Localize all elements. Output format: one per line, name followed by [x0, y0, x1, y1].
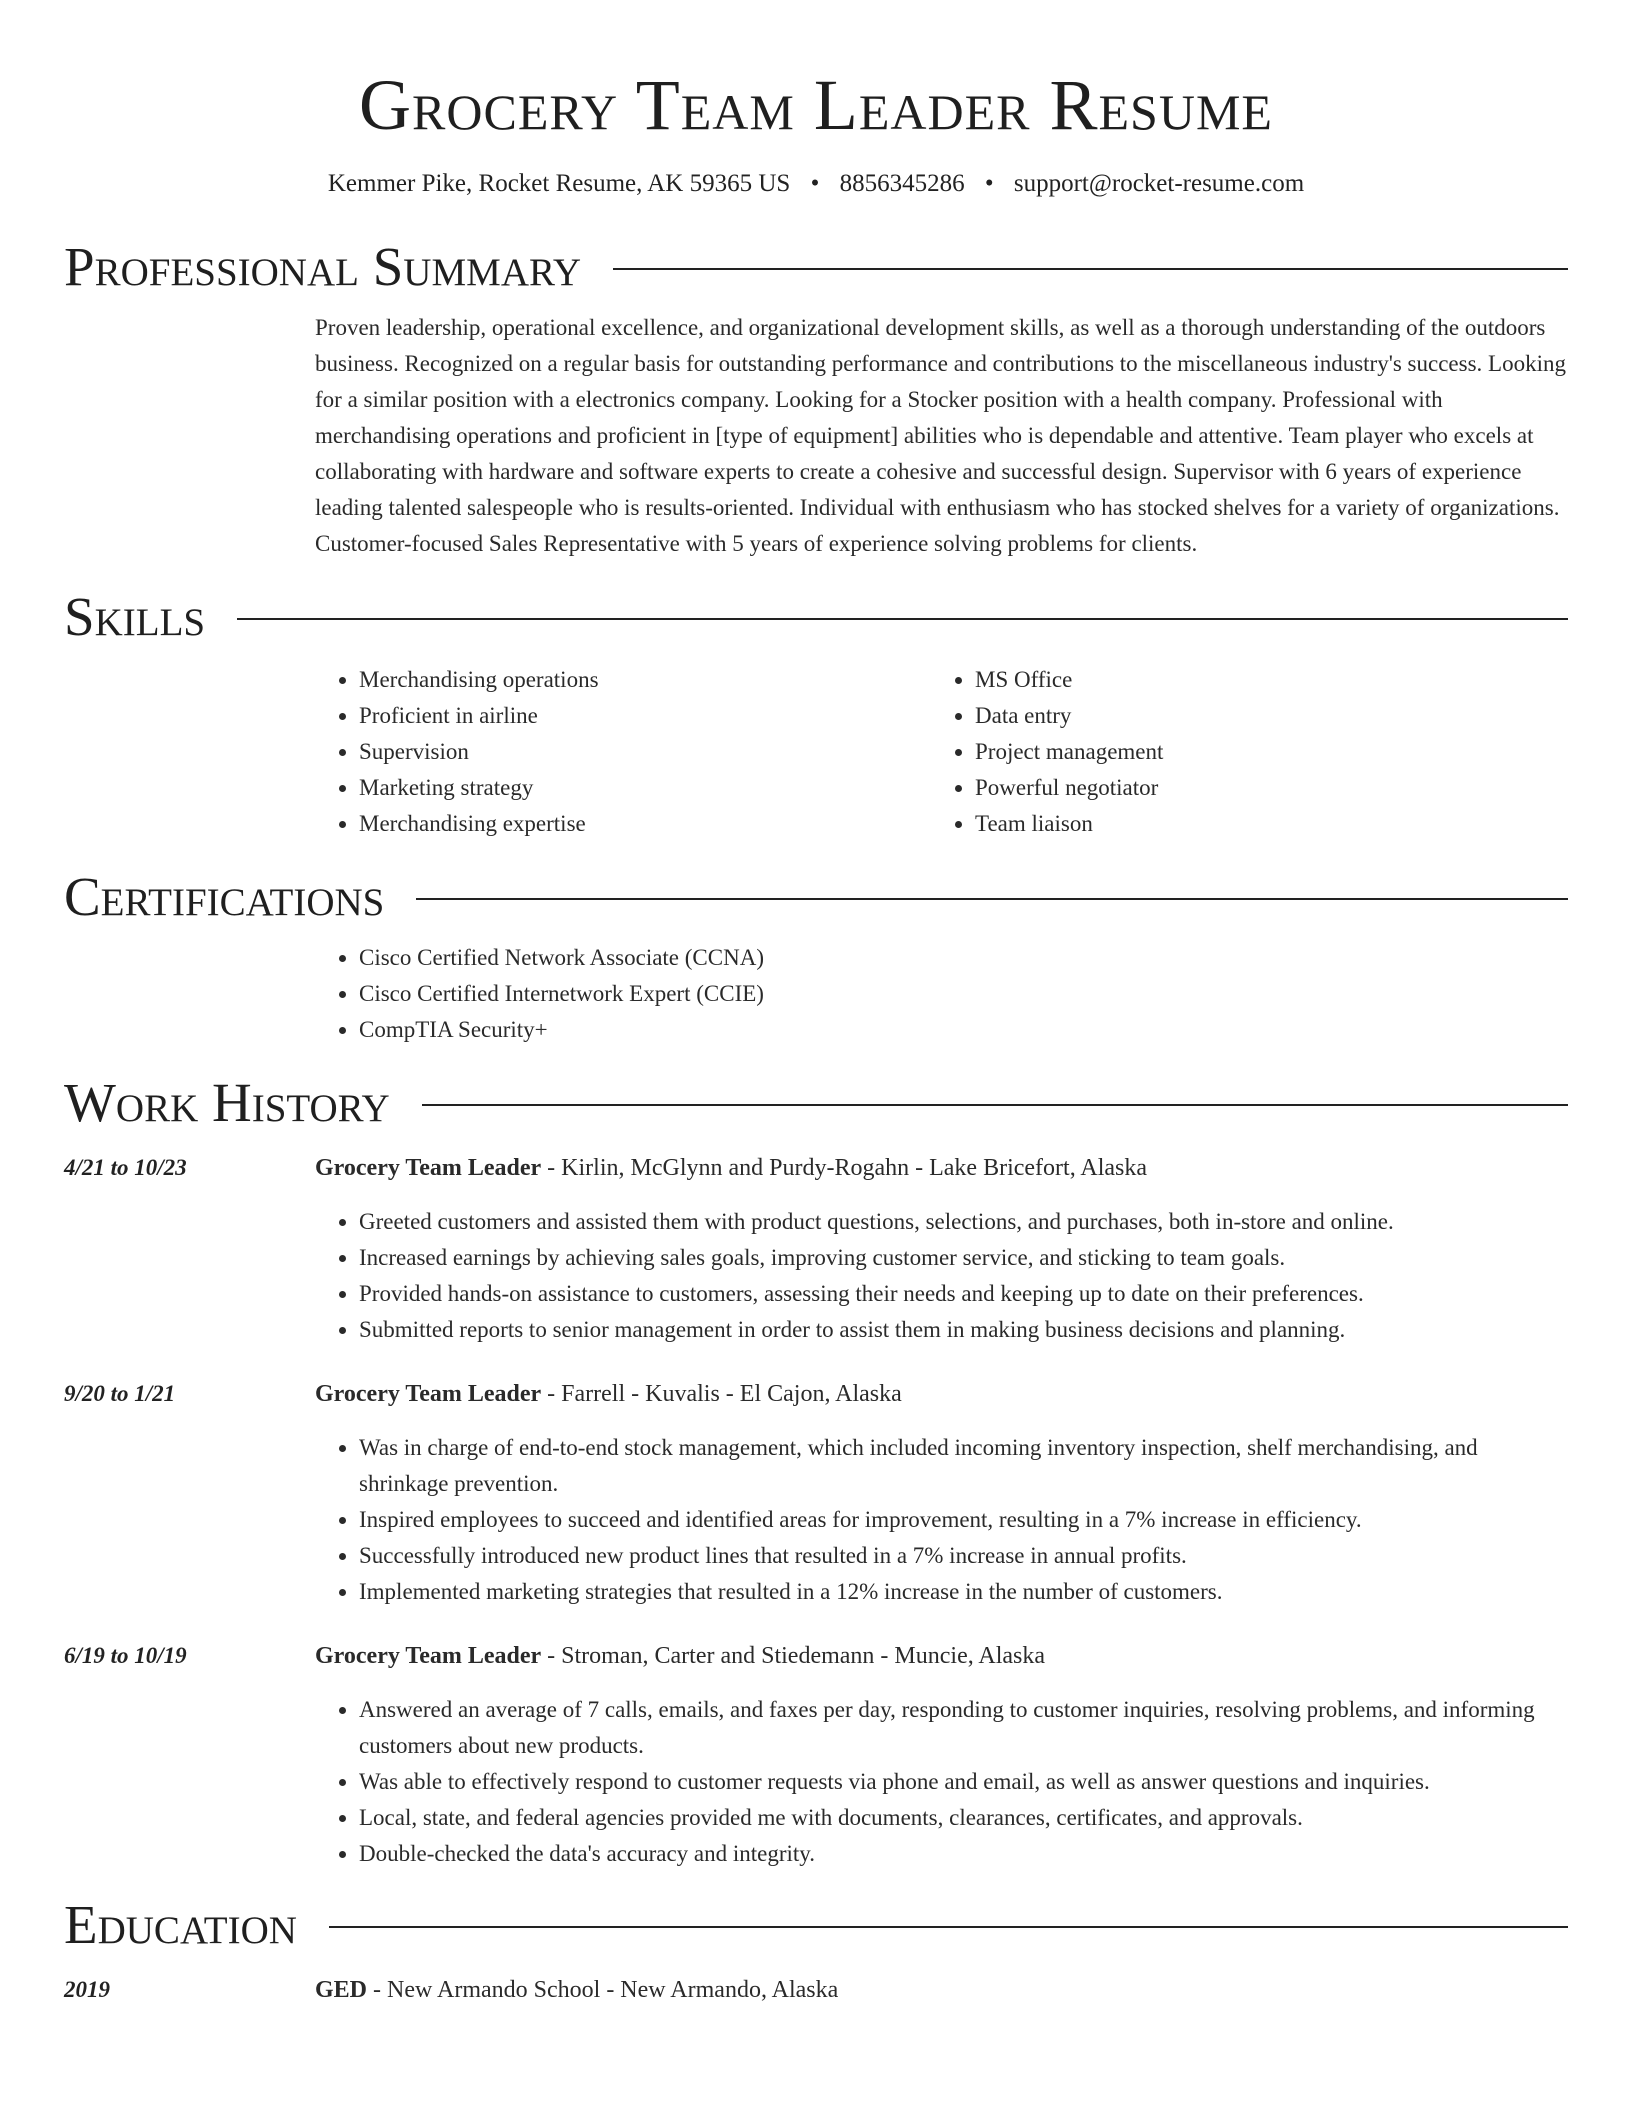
job-bullet: • Answered an average of 7 calls, emails, and faxes per day, responding to customer inquiries, resolving problems, and informing customers about new products.: [359, 1692, 1568, 1764]
job-entry: [64, 1150, 1568, 1348]
summary-text: Proven leadership, operational excellence, and organizational development skills, as well as a thorough understanding of the outdoors business. Recognized on a regular basis for outstanding performance and contributions to the miscellaneous industry's success. Looking for a similar position with a electronics company. Looking for a Stocker position with a health company. Professional with merchandising operations and proficient in [type of equipment] abilities who is dependable and attentive. Team player who excels at collaborating with hardware and software experts to create a cohesive and successful design. Supervisor with 6 years of experience leading talented salespeople who is results-oriented. Individual with enthusiasm who has stocked shelves for a variety of organizations. Customer-focused Sales Representative with 5 years of experience solving problems for clients.: [315, 315, 1566, 556]
job-title: Grocery Team Leader: [315, 1381, 542, 1407]
skills-column-left: [315, 662, 931, 842]
job-employer-location: - Farrell - Kuvalis - El Cajon, Alaska: [541, 1381, 902, 1407]
certifications-list: [315, 940, 1568, 1048]
skill-item: • Data entry: [975, 698, 1547, 734]
contact-separator: •: [984, 170, 994, 197]
job-bullet: • Implemented marketing strategies that resulted in a 12% increase in the number of customers.: [359, 1574, 1568, 1610]
certification-item: • Cisco Certified Internetwork Expert (CCIE): [359, 976, 1568, 1012]
skill-item: • Team liaison: [975, 806, 1547, 842]
section-title-certifications: Certifications: [64, 866, 385, 927]
job-bullet: • Inspired employees to succeed and identified areas for improvement, resulting in a 7% increase in efficiency.: [359, 1502, 1568, 1538]
job-employer-location: - Kirlin, McGlynn and Purdy-Rogahn - Lake Bricefort, Alaska: [541, 1155, 1148, 1181]
skill-item: • MS Office: [975, 662, 1547, 698]
education-section-header: [64, 1892, 1568, 1958]
section-title-skills: Skills: [64, 586, 206, 647]
job-entry: [64, 1638, 1568, 1872]
skills-column-right: [931, 662, 1547, 842]
education-degree: GED: [315, 1977, 368, 2003]
education-school-location: - New Armando School - New Armando, Alaska: [367, 1977, 839, 2003]
skill-item: • Proficient in airline: [359, 698, 931, 734]
section-title-work-history: Work History: [64, 1072, 390, 1133]
skill-item: • Marketing strategy: [359, 770, 931, 806]
section-divider: [613, 268, 1568, 270]
skill-item: • Supervision: [359, 734, 931, 770]
job-bullet: • Double-checked the data's accuracy and integrity.: [359, 1836, 1568, 1872]
contact-address: Kemmer Pike, Rocket Resume, AK 59365 US: [327, 170, 791, 197]
certification-item: • CompTIA Security+: [359, 1012, 1568, 1048]
job-dates: 9/20 to 1/21: [64, 1381, 176, 1406]
job-employer-location: - Stroman, Carter and Stiedemann - Muncie, Alaska: [541, 1643, 1046, 1669]
section-title-summary: Professional Summary: [64, 236, 582, 297]
job-bullet: • Greeted customers and assisted them with product questions, selections, and purchases, both in-store and online.: [359, 1204, 1568, 1240]
job-heading: [315, 1150, 1568, 1186]
job-bullet: • Local, state, and federal agencies provided me with documents, clearances, certificates, and approvals.: [359, 1800, 1568, 1836]
job-bullet: • Provided hands-on assistance to customers, assessing their needs and keeping up to date on their preferences.: [359, 1276, 1568, 1312]
job-heading: [315, 1638, 1568, 1674]
section-divider: [416, 898, 1568, 900]
skill-item: • Project management: [975, 734, 1547, 770]
contact-email: support@rocket-resume.com: [1013, 170, 1305, 197]
skills-list: [315, 662, 1568, 842]
job-title: Grocery Team Leader: [315, 1643, 542, 1669]
summary-section-header: [64, 234, 1568, 300]
section-divider: [237, 618, 1568, 620]
job-heading: [315, 1376, 1568, 1412]
resume-title: Grocery Team Leader Resume: [359, 65, 1273, 145]
education-date: 2019: [64, 1977, 110, 2002]
skill-item: • Merchandising operations: [359, 662, 931, 698]
job-title: Grocery Team Leader: [315, 1155, 542, 1181]
contact-line: [64, 168, 1568, 200]
job-bullet: • Was in charge of end-to-end stock management, which included incoming inventory inspection, shelf merchandising, and shrinkage prevention.: [359, 1430, 1568, 1502]
education-entry: [64, 1972, 1568, 2008]
job-bullet: • Was able to effectively respond to customer requests via phone and email, as well as answer questions and inquiries.: [359, 1764, 1568, 1800]
job-content: [315, 1376, 1568, 1610]
certification-item: • Cisco Certified Network Associate (CCNA): [359, 940, 1568, 976]
education-content: [315, 1972, 1568, 2008]
job-entry: [64, 1376, 1568, 1610]
job-dates: 4/21 to 10/23: [64, 1155, 187, 1180]
skill-item: • Merchandising expertise: [359, 806, 931, 842]
job-content: [315, 1638, 1568, 1872]
contact-phone: 8856345286: [839, 170, 965, 197]
job-bullet: • Successfully introduced new product lines that resulted in a 7% increase in annual profits.: [359, 1538, 1568, 1574]
skills-section-header: [64, 584, 1568, 650]
skill-item: • Powerful negotiator: [975, 770, 1547, 806]
job-content: [315, 1150, 1568, 1348]
section-title-education: Education: [64, 1894, 297, 1955]
work-section-header: [64, 1070, 1568, 1136]
job-dates: 6/19 to 10/19: [64, 1643, 187, 1668]
contact-separator: •: [810, 170, 820, 197]
certifications-section-header: [64, 864, 1568, 930]
job-bullet: • Submitted reports to senior management in order to assist them in making business decisions and planning.: [359, 1312, 1568, 1348]
job-bullet: • Increased earnings by achieving sales goals, improving customer service, and sticking to team goals.: [359, 1240, 1568, 1276]
section-divider: [329, 1926, 1568, 1928]
section-divider: [422, 1104, 1568, 1106]
